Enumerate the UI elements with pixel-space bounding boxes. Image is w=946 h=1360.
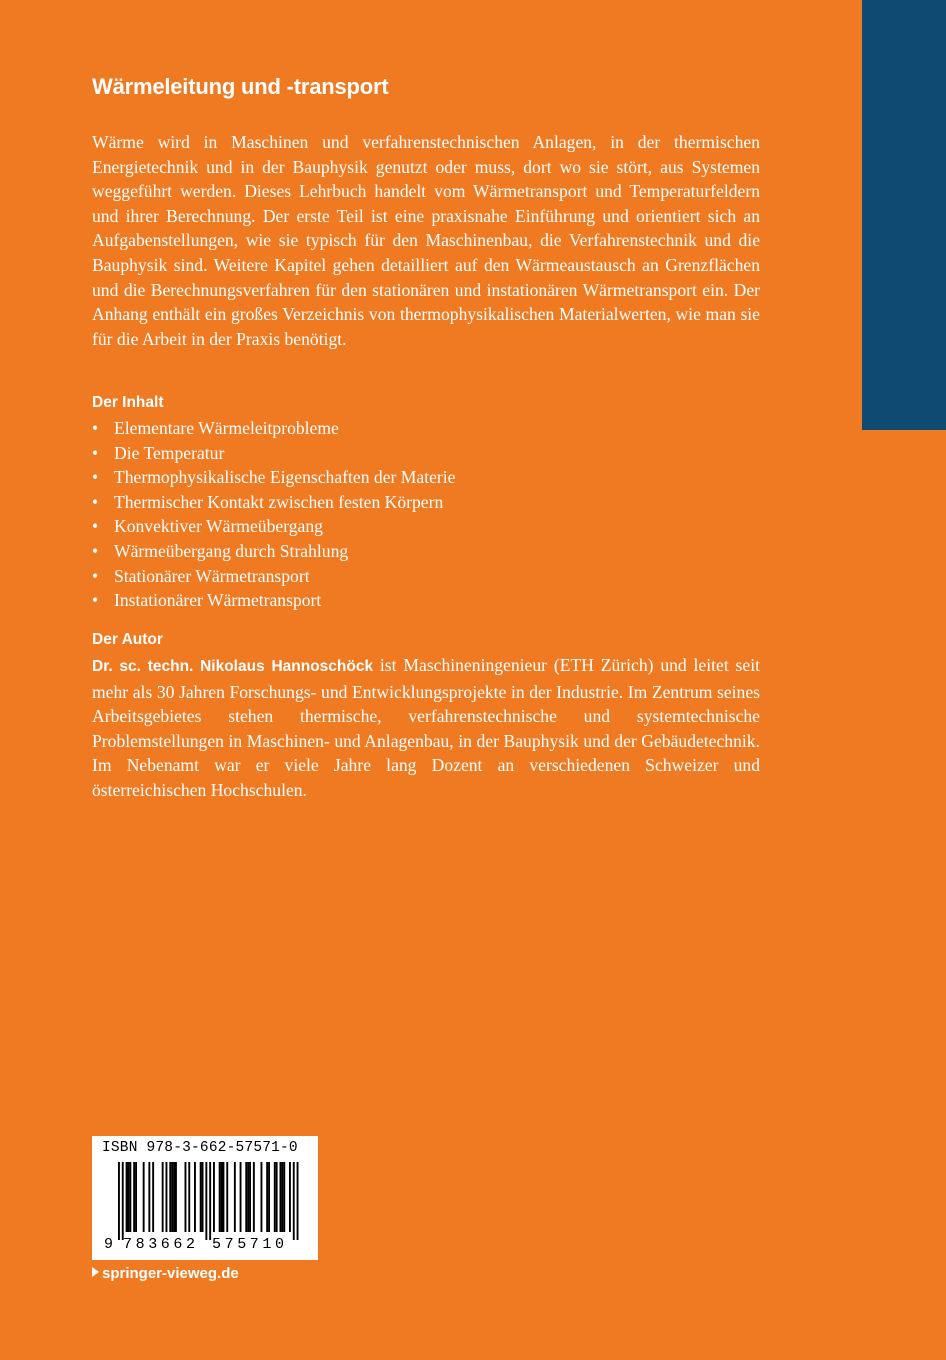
barcode-bar	[152, 1162, 154, 1232]
list-item: • Konvektiver Wärmeübergang	[92, 514, 455, 539]
contents-list	[92, 416, 455, 613]
list-item: • Elementare Wärmeleitprobleme	[92, 416, 455, 441]
barcode-bar	[266, 1162, 268, 1232]
barcode-bar	[171, 1162, 173, 1232]
barcode-bar	[283, 1162, 285, 1232]
barcode-bar	[219, 1162, 221, 1232]
list-item: • Thermophysikalische Eigenschaften der Materie	[92, 465, 455, 490]
list-item: • Instationärer Wärmetransport	[92, 588, 455, 613]
barcode-bar	[126, 1162, 128, 1232]
barcode-bar	[166, 1162, 168, 1232]
barcode-bar	[200, 1162, 202, 1232]
barcode-bar	[135, 1162, 137, 1232]
barcode-bar	[281, 1162, 283, 1232]
author-name: Dr. sc. techn. Nikolaus Hannoschöck	[92, 658, 374, 675]
barcode-bar	[247, 1162, 249, 1232]
barcode-guard-bar	[297, 1162, 299, 1240]
barcode-bar	[234, 1162, 236, 1232]
ean-right-digits: 575710	[212, 1236, 284, 1253]
contents-heading: Der Inhalt	[92, 394, 164, 411]
barcode-bar	[221, 1162, 223, 1232]
intro-paragraph: Wärme wird in Maschinen und verfahrenstechnischen Anlagen, in der thermischen Energietechnik und in der Bauphysik genutzt oder muss, dort wo sie stört, aus Systemen weggeführt werden. Dieses Lehrbuch handelt vom Wärmetransport und Temperaturfeldern und ihrer Berechnung. Der erste Teil ist eine praxisnahe Einführung und orientiert sich an Aufgabenstellungen, wie sie typisch für den Maschinenbau, die Verfahrenstechnik und die Bauphysik sind. Weitere Kapitel gehen detailliert auf den Wärmeaustausch an Grenzflächen und die Berechnungsverfahren für den stationären und instationären Wärmetransport ein. Der Anhang enthält ein großes Verzeichnis von thermophysikalischen Materialwerten, wie man sie für die Arbeit in der Praxis benötigt.	[92, 132, 760, 349]
barcode-bar	[280, 1162, 282, 1232]
barcode-bar	[169, 1162, 171, 1232]
barcode-guard-bar	[209, 1162, 211, 1240]
list-item: • Die Temperatur	[92, 441, 455, 466]
barcode-bar	[175, 1162, 177, 1232]
barcode-bar	[249, 1162, 251, 1232]
bullet-icon: •	[92, 418, 99, 438]
isbn-label: ISBN 978-3-662-57571-0	[102, 1140, 298, 1156]
author-bio: ist Maschineningenieur (ETH Zürich) und leitet seit mehr als 30 Jahren Forschungs- und Entwicklungsprojekte in der Industrie. Im Zentrum seines Arbeitsgebietes stehen thermische, verfahrenstechnische und systemtechnische Problemstellungen in Maschinen- und Anlagenbau, in der Bauphysik und der Gebäudetechnik. Im Nebenamt war er viele Jahre lang Dozent an verschiedenen Schweizer und österreichischen Hochschulen.	[92, 655, 760, 800]
list-item: • Stationärer Wärmetransport	[92, 564, 455, 589]
bullet-icon: •	[92, 491, 99, 512]
bullet-icon: •	[92, 565, 99, 586]
barcode-graphic	[92, 1136, 318, 1260]
barcode-bar	[194, 1162, 196, 1232]
barcode-bar	[202, 1162, 204, 1232]
barcode-bar	[226, 1162, 228, 1232]
barcode-bar	[188, 1162, 190, 1232]
publisher-url: springer-vieweg.de	[102, 1265, 239, 1282]
barcode-bar	[253, 1162, 255, 1232]
barcode-bar	[173, 1162, 175, 1232]
barcode-bar	[162, 1162, 164, 1232]
barcode-bar	[240, 1162, 242, 1232]
barcode-bar	[133, 1162, 135, 1232]
bullet-icon: •	[92, 442, 99, 463]
list-item: • Thermischer Kontakt zwischen festen Körpern	[92, 490, 455, 515]
barcode-bar	[148, 1162, 150, 1232]
barcode-bar	[129, 1162, 131, 1232]
barcode-bar	[274, 1162, 276, 1232]
publisher-link[interactable]	[92, 1265, 239, 1282]
barcode-bar	[213, 1162, 215, 1232]
barcode-guard-bar	[293, 1162, 295, 1240]
barcode-bar	[185, 1162, 187, 1232]
bullet-icon: •	[92, 540, 99, 561]
barcode-bar	[223, 1162, 225, 1232]
isbn-barcode	[92, 1136, 318, 1260]
author-heading: Der Autor	[92, 631, 163, 648]
barcode-bar	[276, 1162, 278, 1232]
ean-left-digits: 783662	[123, 1236, 195, 1253]
barcode-bar	[268, 1162, 270, 1232]
author-paragraph	[92, 653, 760, 803]
bullet-icon: •	[92, 516, 99, 537]
barcode-bar	[289, 1162, 291, 1232]
list-item: • Wärmeübergang durch Strahlung	[92, 539, 455, 564]
barcode-guard-bar	[118, 1162, 120, 1240]
barcode-bar	[261, 1162, 263, 1232]
arrow-right-icon	[92, 1267, 99, 1277]
blue-corner-band	[862, 0, 946, 430]
barcode-guard-bar	[122, 1162, 124, 1240]
ean-first-digit: 9	[104, 1236, 114, 1253]
barcode-bar	[143, 1162, 145, 1232]
barcode-guard-bar	[205, 1162, 207, 1240]
bullet-icon: •	[92, 590, 99, 611]
barcode-bar	[128, 1162, 130, 1232]
barcode-bar	[245, 1162, 247, 1232]
book-title: Wärmeleitung und -transport	[92, 74, 389, 99]
bullet-icon: •	[92, 467, 99, 488]
